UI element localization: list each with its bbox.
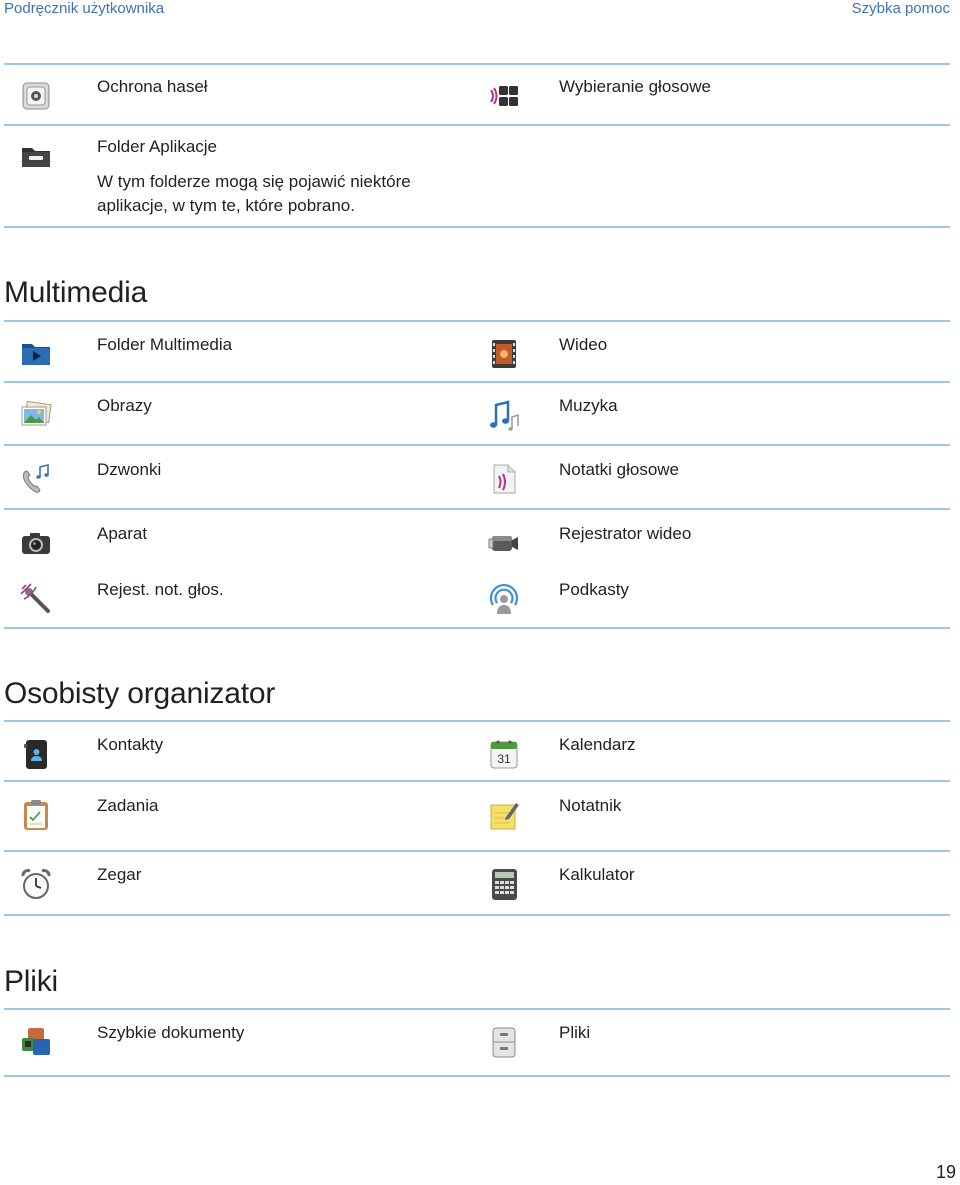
divider — [4, 124, 950, 126]
item-description: aplikacje, w tym te, które pobrano. — [97, 196, 355, 215]
file-cabinet-icon — [488, 1026, 520, 1058]
header-right: Szybka pomoc — [851, 0, 950, 17]
item-label: Podkasty — [559, 580, 629, 599]
voice-note-icon — [488, 463, 520, 495]
item-label: Obrazy — [97, 396, 152, 415]
divider — [4, 914, 950, 916]
item-description: W tym folderze mogą się pojawić niektóre — [97, 172, 411, 191]
item-label: Wybieranie głosowe — [559, 77, 711, 96]
item-label: Pliki — [559, 1023, 591, 1042]
item-label: Aparat — [97, 524, 148, 543]
pictures-icon — [20, 399, 52, 431]
item-label: Kalendarz — [559, 735, 636, 754]
calculator-icon — [488, 868, 520, 900]
film-icon — [488, 338, 520, 370]
item-label: Kontakty — [97, 735, 164, 754]
calendar-day-number: 31 — [497, 752, 511, 766]
divider — [4, 627, 950, 629]
item-label: Wideo — [559, 335, 608, 354]
divider — [4, 720, 950, 722]
divider — [4, 850, 950, 852]
calendar-icon — [488, 738, 520, 770]
item-label: Folder Aplikacje — [97, 137, 218, 156]
section-title-organizer: Osobisty organizator — [4, 677, 276, 710]
item-label: Folder Multimedia — [97, 335, 233, 354]
music-note-icon — [488, 399, 520, 431]
lock-icon — [20, 80, 52, 112]
item-label: Rejest. not. głos. — [97, 580, 224, 599]
media-folder-icon — [20, 338, 52, 370]
contacts-icon — [20, 738, 52, 770]
video-camera-icon — [488, 527, 520, 559]
ringtone-icon — [20, 463, 52, 495]
notepad-icon — [488, 799, 520, 831]
item-label: Notatki głosowe — [559, 460, 680, 479]
clipboard-icon — [20, 799, 52, 831]
divider — [4, 226, 950, 228]
folder-icon — [20, 140, 52, 172]
podcast-icon — [488, 583, 520, 615]
divider — [4, 444, 950, 446]
section-title-files: Pliki — [4, 965, 59, 998]
item-label: Szybkie dokumenty — [97, 1023, 245, 1042]
divider — [4, 1075, 950, 1077]
microphone-icon — [20, 583, 52, 615]
page-number: 19 — [935, 1162, 956, 1182]
documents-icon — [20, 1026, 52, 1058]
header-left: Podręcznik użytkownika — [4, 0, 165, 17]
item-label: Zegar — [97, 865, 142, 884]
divider — [4, 780, 950, 782]
voice-dial-icon — [488, 80, 520, 112]
divider — [4, 63, 950, 65]
divider — [4, 381, 950, 383]
item-label: Muzyka — [559, 396, 618, 415]
item-label: Dzwonki — [97, 460, 162, 479]
item-label: Zadania — [97, 796, 159, 815]
camera-icon — [20, 527, 52, 559]
item-label: Rejestrator wideo — [559, 524, 692, 543]
divider — [4, 320, 950, 322]
item-label: Kalkulator — [559, 865, 635, 884]
divider — [4, 508, 950, 510]
alarm-clock-icon — [20, 868, 52, 900]
item-label: Notatnik — [559, 796, 622, 815]
section-title-multimedia: Multimedia — [4, 276, 148, 309]
item-label: Ochrona haseł — [97, 77, 208, 96]
divider — [4, 1008, 950, 1010]
